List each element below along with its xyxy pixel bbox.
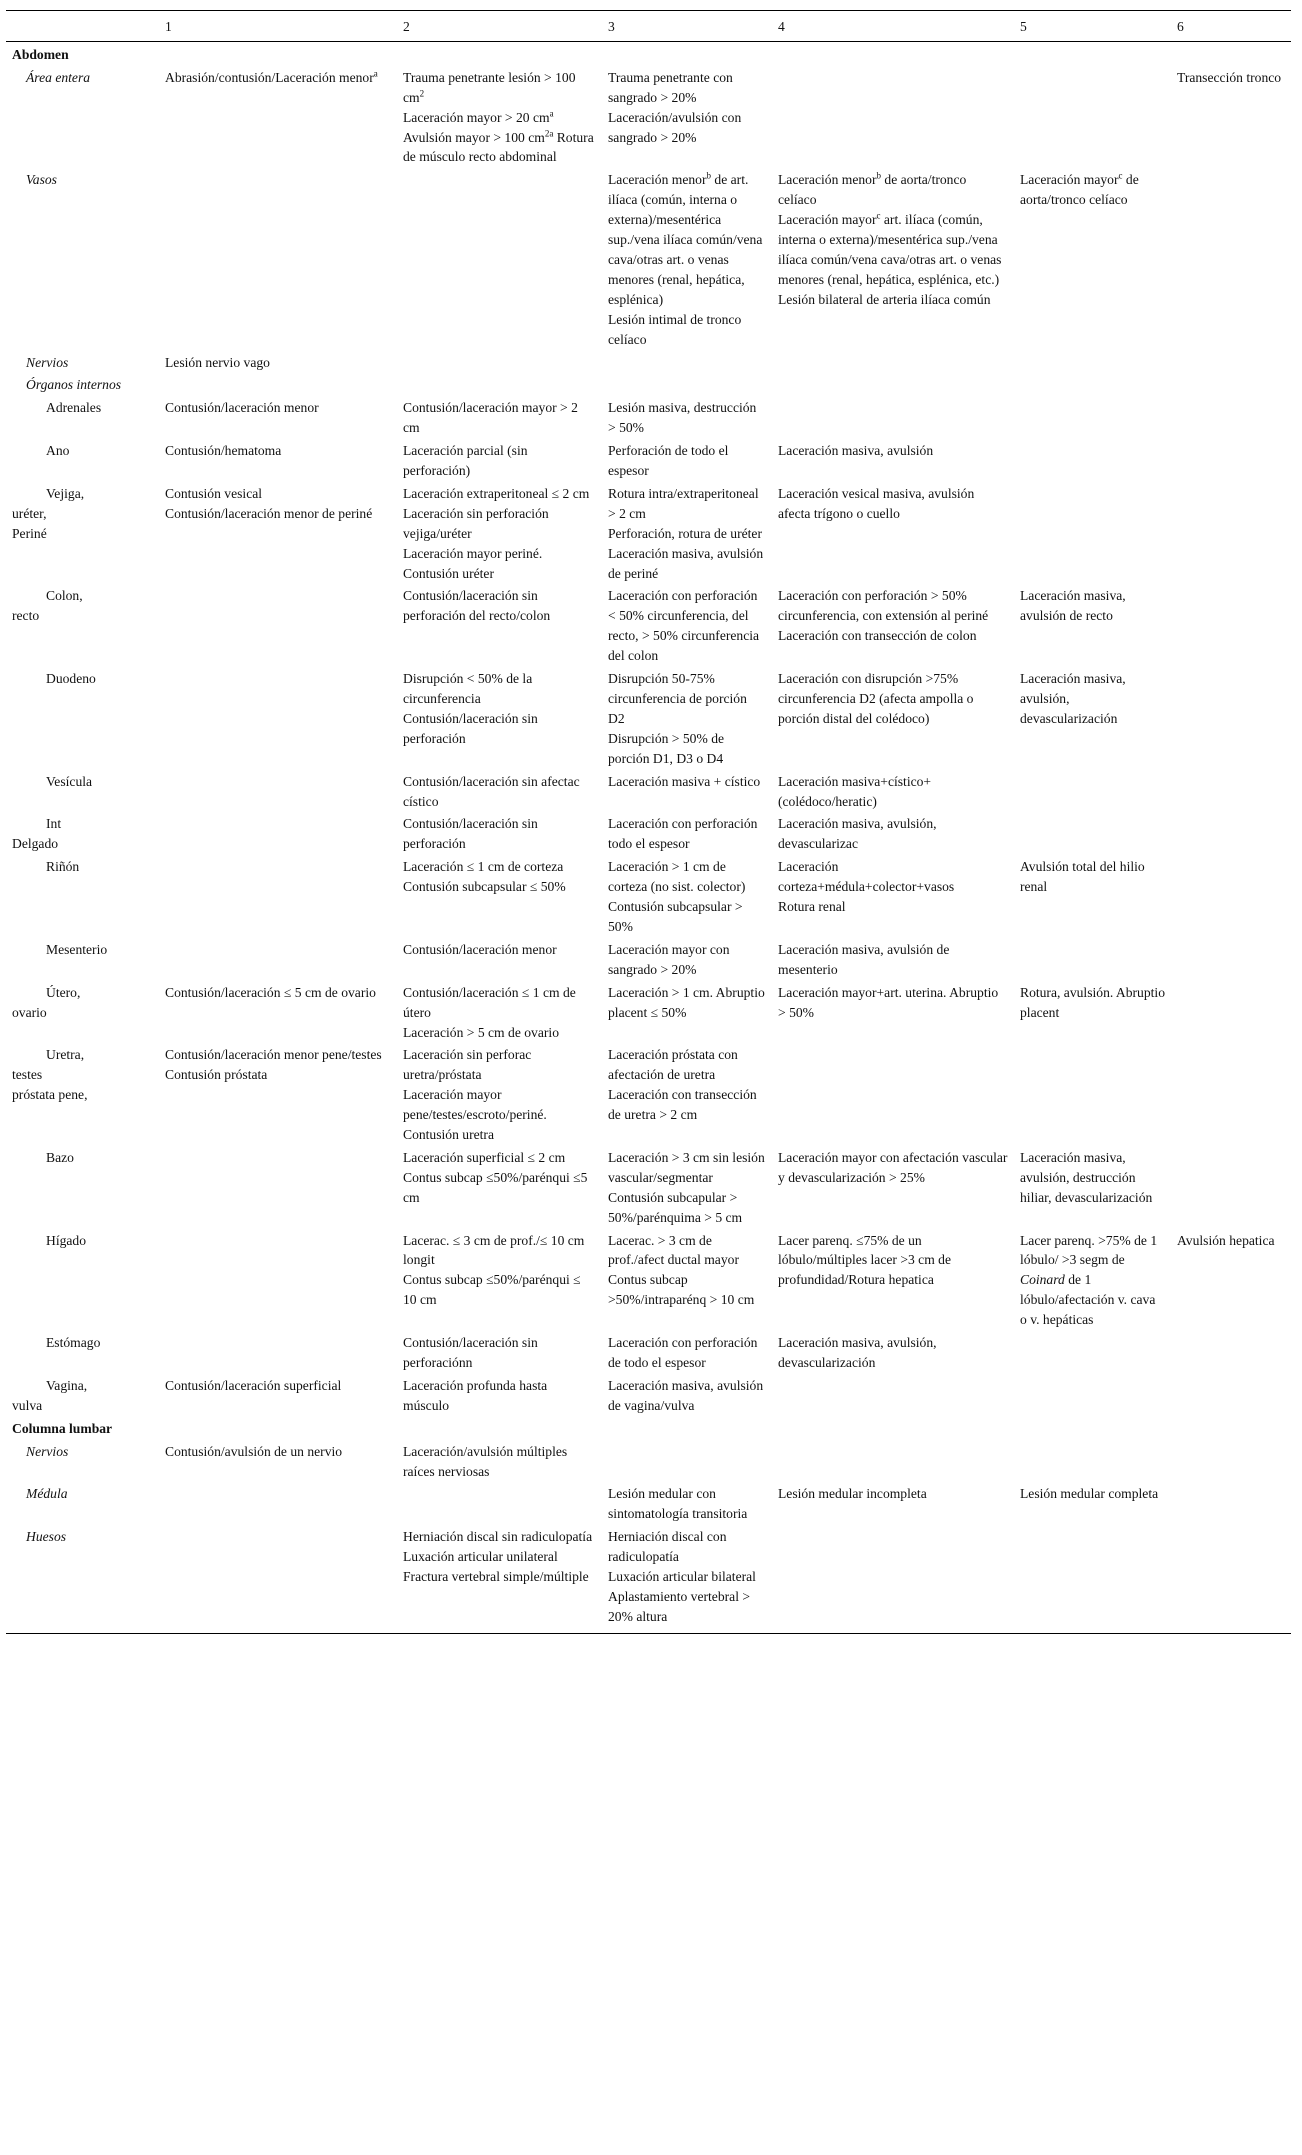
row-label-colon-recto: Colon, recto: [12, 588, 83, 624]
row-label-estomago: Estómago: [46, 1335, 101, 1351]
row-label-mesenterio: Mesenterio: [46, 941, 108, 957]
table-body: [6, 41, 1291, 1633]
grade-3-cell: [602, 583, 772, 666]
cell-text: Laceración masiva, avulsión de mesenterio: [778, 941, 950, 977]
header-row: [6, 11, 1291, 42]
row-label-bazo: Bazo: [46, 1149, 74, 1165]
grade-3-cell: [602, 65, 772, 168]
grade-4-cell: [772, 1042, 1014, 1145]
header-cell-grade-1: 1: [159, 11, 397, 42]
table-row: [6, 1524, 1291, 1633]
grade-2-cell: [397, 1524, 602, 1633]
cell-text: Laceración masiva, avulsión, devascularización: [778, 1335, 937, 1370]
grade-5-cell: [1014, 1228, 1171, 1331]
grade-6-cell: [1171, 395, 1291, 438]
cell-text: Perforación, rotura de uréter: [608, 525, 762, 541]
cell-text: Laceración mayor$^c$ art. ilíaca (común, interna o externa)/mesentérica sup./vena ilíaca común/vena cava/otras art. o venas menores (renal, hepática, esplénica, etc.): [778, 210, 1002, 287]
cell-text: Lesión masiva, destrucción > 50%: [608, 400, 757, 436]
grade-2-cell: [397, 854, 602, 937]
grade-6-cell: [1171, 854, 1291, 937]
cell-text: Laceración próstata con afectación de uretra: [608, 1047, 738, 1083]
cell-text: Laceración con transección de colon: [778, 628, 977, 644]
cell-text: Laceración mayor pene/testes/escroto/periné.: [403, 1087, 547, 1123]
cell-text: Laceración vesical masiva, avulsión afecta trígono o cuello: [778, 485, 975, 521]
section-title: Abdomen: [12, 46, 69, 62]
grade-6-cell: [1171, 1228, 1291, 1331]
grade-5-cell: [1014, 854, 1171, 937]
table-row: [6, 666, 1291, 769]
cell-text: Laceración > 5 cm de ovario: [403, 1024, 559, 1040]
grade-6-cell: [1171, 1330, 1291, 1373]
grade-2-cell: [397, 372, 602, 395]
grade-2-cell: [397, 65, 602, 168]
section-row-columna-lumbar: [6, 1416, 1291, 1439]
header-cell-grade-3: 3: [602, 11, 772, 42]
grade-5-cell: [1014, 1145, 1171, 1228]
grade-5-cell: [1014, 1373, 1171, 1416]
cell-text: Laceración con disrupción >75% circunferencia D2 (afecta ampolla o porción distal del colédoco): [778, 671, 974, 726]
grade-4-cell: [772, 583, 1014, 666]
grade-2-cell: [397, 937, 602, 980]
grade-5-cell: [1014, 372, 1171, 395]
table-row: [6, 769, 1291, 812]
grade-1-cell: [159, 854, 397, 937]
cell-text: Disrupción > 50% de porción D1, D3 o D4: [608, 730, 725, 766]
grade-2-cell: [397, 769, 602, 812]
cell-text: Fractura vertebral simple/múltiple: [403, 1569, 589, 1585]
row-label-int-delgado: Int Delgado: [12, 816, 62, 852]
cell-text: Herniación discal con radiculopatía: [608, 1529, 727, 1565]
grade-6-cell: [1171, 811, 1291, 854]
grade-5-cell: [1014, 811, 1171, 854]
cell-text: Contusión uréter: [403, 565, 494, 581]
table-row: [6, 1042, 1291, 1145]
grade-4-cell: [772, 350, 1014, 373]
grade-1-cell: [159, 583, 397, 666]
cell-text: Laceración masiva, avulsión de periné: [608, 545, 764, 581]
cell-text: Contusión/laceración menor de periné: [165, 505, 373, 521]
grade-3-cell: [602, 854, 772, 937]
table-row: [6, 481, 1291, 584]
cell-text: Contusión/laceración ≤ 1 cm de útero: [403, 984, 576, 1020]
grade-4-cell: [772, 167, 1014, 349]
grade-6-cell: [1171, 980, 1291, 1043]
cell-text: Contusión/laceración sin perforación del recto/colon: [403, 588, 551, 624]
grade-6-cell: [1171, 1524, 1291, 1633]
cell-text: Lesión medular completa: [1020, 1486, 1159, 1502]
grade-2-cell: [397, 1439, 602, 1482]
grade-5-cell: [1014, 1524, 1171, 1633]
grade-6-cell: [1171, 1145, 1291, 1228]
cell-text: Laceración superficial ≤ 2 cm: [403, 1149, 566, 1165]
grade-4-cell: [772, 666, 1014, 769]
grade-1-cell: [159, 1145, 397, 1228]
grade-2-cell: [397, 350, 602, 373]
grade-2-cell: [397, 666, 602, 769]
cell-text: Contusión/laceración superficial: [165, 1377, 342, 1393]
cell-text: Contusión/hematoma: [165, 443, 282, 459]
header-cell-grade-6: 6: [1171, 11, 1291, 42]
grade-1-cell: [159, 811, 397, 854]
row-label-ano: Ano: [46, 443, 70, 459]
grade-6-cell: [1171, 583, 1291, 666]
table-row: [6, 65, 1291, 168]
grade-5-cell: [1014, 1042, 1171, 1145]
grade-1-cell: [159, 1373, 397, 1416]
row-label-vagina-vulva: Vagina, vulva: [12, 1377, 88, 1413]
row-label-nervios: Nervios: [26, 1443, 69, 1459]
table-row: [6, 1481, 1291, 1524]
cell-text: Contusión/laceración sin perforación: [403, 816, 538, 852]
cell-text: Perforación de todo el espesor: [608, 443, 729, 479]
cell-text: Contusión/laceración sin perforaciónn: [403, 1335, 538, 1370]
grade-3-cell: [602, 1439, 772, 1482]
grade-6-cell: [1171, 350, 1291, 373]
row-label-medula: Médula: [26, 1486, 68, 1502]
cell-text: Laceración masiva, avulsión, destrucción hiliar, devascularización: [1020, 1149, 1153, 1205]
cell-text: Contusión próstata: [165, 1067, 268, 1083]
grade-1-cell: [159, 666, 397, 769]
cell-text: Lesión nervio vago: [165, 354, 270, 370]
grade-3-cell: [602, 811, 772, 854]
cell-text: Lacer parenq. >75% de 1 lóbulo/ >3 segm de Coinard de 1 lóbulo/afectación v. cava o v. hepáticas: [1020, 1232, 1158, 1328]
cell-text: Laceración masiva, avulsión de recto: [1020, 588, 1126, 624]
row-label-nervios: Nervios: [26, 354, 69, 370]
cell-text: Laceración extraperitoneal ≤ 2 cm: [403, 485, 590, 501]
grade-2-cell: [397, 811, 602, 854]
cell-text: Transección tronco: [1177, 69, 1282, 85]
cell-text: Laceración sin perforac uretra/próstata: [403, 1047, 532, 1083]
table-row: [6, 1373, 1291, 1416]
grade-5-cell: [1014, 350, 1171, 373]
cell-text: Contusión/laceración sin afectac cístico: [403, 773, 580, 809]
cell-text: Avulsión total del hilio renal: [1020, 859, 1145, 895]
cell-text: Laceración mayor periné.: [403, 545, 543, 561]
cell-text: Contus subcap ≤50%/parénqui ≤ 10 cm: [403, 1272, 581, 1308]
grade-2-cell: [397, 1481, 602, 1524]
cell-text: Contusión subcapsular > 50%: [608, 899, 743, 934]
row-label-organos-internos: Órganos internos: [26, 377, 122, 393]
document-page: [6, 0, 1296, 1634]
cell-text: Rotura intra/extraperitoneal > 2 cm: [608, 485, 759, 521]
grade-2-cell: [397, 1228, 602, 1331]
grade-3-cell: [602, 1042, 772, 1145]
grade-5-cell: [1014, 65, 1171, 168]
grade-3-cell: [602, 769, 772, 812]
grade-4-cell: [772, 1330, 1014, 1373]
cell-text: Contusión/laceración menor pene/testes: [165, 1047, 382, 1063]
cell-text: Laceración/avulsión con sangrado > 20%: [608, 109, 742, 145]
cell-text: Trauma penetrante con sangrado > 20%: [608, 69, 733, 105]
grade-1-cell: [159, 1042, 397, 1145]
grade-1-cell: [159, 1439, 397, 1482]
cell-text: Laceración ≤ 1 cm de corteza: [403, 859, 564, 875]
table-row: [6, 438, 1291, 481]
cell-text: Lesión medular incompleta: [778, 1486, 927, 1502]
grade-3-cell: [602, 481, 772, 584]
table-header: [6, 11, 1291, 42]
grade-1-cell: [159, 350, 397, 373]
row-label-huesos: Huesos: [6, 1524, 159, 1633]
grade-1-cell: [159, 769, 397, 812]
cell-text: Laceración menor$^b$ de art. ilíaca (común, interna o externa)/mesentérica sup./vena ilíaca común/vena cava/otras art. o venas menores (renal, hepática, esplénica): [608, 170, 763, 307]
grade-2-cell: [397, 1042, 602, 1145]
cell-text: Laceración masiva, avulsión, devascularización: [1020, 671, 1126, 726]
grade-1-cell: [159, 1330, 397, 1373]
table-row: [6, 1228, 1291, 1331]
cell-text: Lesión bilateral de arteria ilíaca común: [778, 291, 991, 307]
grade-5-cell: [1014, 666, 1171, 769]
grade-4-cell: [772, 372, 1014, 395]
row-label-vasos: Vasos: [26, 172, 57, 188]
cell-text: Contusión/avulsión de un nervio: [165, 1443, 343, 1459]
table-row: [6, 372, 1291, 395]
grade-1-cell: [159, 1481, 397, 1524]
grade-5-cell: [1014, 980, 1171, 1043]
cell-text: Contusión subcapular > 50%/parénquima > 5 cm: [608, 1189, 743, 1225]
cell-text: Rotura renal: [778, 899, 846, 915]
grade-2-cell: [397, 1373, 602, 1416]
header-cell-grade-5: 5: [1014, 11, 1171, 42]
cell-text: Luxación articular bilateral: [608, 1569, 756, 1585]
grade-4-cell: [772, 937, 1014, 980]
grade-3-cell: [602, 666, 772, 769]
cell-text: Laceración con perforación < 50% circunferencia, del recto, > 50% circunferencia del colon: [608, 588, 760, 664]
section-row-abdomen: [6, 41, 1291, 64]
table-row: [6, 167, 1291, 349]
cell-text: Luxación articular unilateral: [403, 1549, 558, 1565]
grade-3-cell: [602, 395, 772, 438]
grade-5-cell: [1014, 769, 1171, 812]
grade-5-cell: [1014, 438, 1171, 481]
cell-text: Disrupción < 50% de la circunferencia: [403, 671, 533, 706]
grade-1-cell: [159, 65, 397, 168]
cell-text: Laceración sin perforación vejiga/uréter: [403, 505, 549, 541]
header-cell-label: [6, 11, 159, 42]
table-row: [6, 854, 1291, 937]
grade-1-cell: [159, 980, 397, 1043]
cell-text: Lesión medular con sintomatología transitoria: [608, 1486, 748, 1522]
table-row: [6, 811, 1291, 854]
row-label-rinon: Riñón: [46, 859, 80, 875]
grade-4-cell: [772, 481, 1014, 584]
grade-6-cell: [1171, 1439, 1291, 1482]
grade-6-cell: [1171, 372, 1291, 395]
row-label-vejiga-ureter-perine: Vejiga, uréter, Periné: [12, 485, 85, 541]
cell-text: Laceración con perforación de todo el espesor: [608, 1335, 758, 1370]
grade-1-cell: [159, 438, 397, 481]
cell-text: Laceración menor$^b$ de aorta/tronco celíaco: [778, 170, 967, 208]
header-cell-grade-4: 4: [772, 11, 1014, 42]
row-label-area-entera: Área entera: [26, 69, 91, 85]
grade-6-cell: [1171, 65, 1291, 168]
cell-text: Laceración corteza+médula+colector+vasos: [778, 859, 955, 895]
grade-1-cell: [159, 1524, 397, 1633]
cell-text: Laceración/avulsión múltiples raíces nerviosas: [403, 1443, 568, 1479]
grade-2-cell: [397, 481, 602, 584]
grade-6-cell: [1171, 666, 1291, 769]
grade-4-cell: [772, 1373, 1014, 1416]
cell-text: Laceración parcial (sin perforación): [403, 443, 528, 479]
grade-2-cell: [397, 1330, 602, 1373]
grade-2-cell: [397, 1145, 602, 1228]
grade-6-cell: [1171, 481, 1291, 584]
cell-text: Rotura, avulsión. Abruptio placent: [1020, 984, 1165, 1020]
table-row: [6, 980, 1291, 1043]
grade-2-cell: [397, 980, 602, 1043]
grade-4-cell: [772, 769, 1014, 812]
table-row: [6, 1330, 1291, 1373]
grade-2-cell: [397, 167, 602, 349]
cell-text: Lesión intimal de tronco celíaco: [608, 311, 742, 347]
grade-3-cell: [602, 1373, 772, 1416]
grade-3-cell: [602, 438, 772, 481]
grade-4-cell: [772, 854, 1014, 937]
grade-6-cell: [1171, 769, 1291, 812]
grade-4-cell: [772, 980, 1014, 1043]
cell-text: Contusión/laceración menor: [165, 400, 319, 416]
cell-text: Laceración masiva, avulsión: [778, 443, 934, 459]
table-row: [6, 583, 1291, 666]
cell-text: Laceración masiva, avulsión, devascularizac: [778, 816, 937, 852]
cell-text: Contusión uretra: [403, 1127, 494, 1143]
grade-3-cell: [602, 937, 772, 980]
cell-text: Avulsión hepatica: [1177, 1232, 1275, 1248]
grade-5-cell: [1014, 1439, 1171, 1482]
row-label-uretra-testes-prostata-pene: Uretra, testes próstata pene,: [12, 1047, 88, 1103]
cell-text: Laceración mayor > 20 $cm^a$: [403, 108, 554, 125]
cell-text: Herniación discal sin radiculopatía: [403, 1529, 593, 1545]
grade-4-cell: [772, 1524, 1014, 1633]
cell-text: Laceración mayor$^c$ de aorta/tronco celíaco: [1020, 170, 1139, 208]
grade-4-cell: [772, 1228, 1014, 1331]
grade-3-cell: [602, 350, 772, 373]
grade-6-cell: [1171, 1373, 1291, 1416]
cell-text: Laceración con perforación > 50% circunferencia, con extensión al periné: [778, 588, 989, 624]
cell-text: Aplastamiento vertebral > 20% altura: [608, 1588, 751, 1624]
grade-3-cell: [602, 372, 772, 395]
cell-text: Contusión/laceración menor: [403, 941, 557, 957]
grade-6-cell: [1171, 438, 1291, 481]
grade-4-cell: [772, 395, 1014, 438]
grade-5-cell: [1014, 167, 1171, 349]
cell-text: Abrasión/contusión/Laceración menor$^a$: [165, 68, 378, 85]
cell-text: Laceración profunda hasta músculo: [403, 1377, 548, 1413]
section-title: Columna lumbar: [12, 1420, 113, 1436]
row-label-duodeno: Duodeno: [46, 671, 96, 687]
cell-text: Laceración mayor con afectación vascular y devascularización > 25%: [778, 1149, 1008, 1185]
grade-5-cell: [1014, 583, 1171, 666]
cell-text: Contusión/laceración ≤ 5 cm de ovario: [165, 984, 376, 1000]
table-row: [6, 1145, 1291, 1228]
grade-4-cell: [772, 1481, 1014, 1524]
grade-1-cell: [159, 395, 397, 438]
grade-6-cell: [1171, 1042, 1291, 1145]
grade-1-cell: [159, 937, 397, 980]
cell-text: Laceración > 1 cm de corteza (no sist. colector): [608, 859, 746, 895]
grade-1-cell: [159, 481, 397, 584]
table-row: [6, 1439, 1291, 1482]
cell-text: Contusión subcapsular ≤ 50%: [403, 879, 566, 895]
grade-2-cell: [397, 583, 602, 666]
grade-5-cell: [1014, 1330, 1171, 1373]
cell-text: Laceración masiva, avulsión de vagina/vulva: [608, 1377, 764, 1413]
row-label-utero-ovario: Útero, ovario: [12, 984, 81, 1020]
cell-text: Contusión/laceración sin perforación: [403, 710, 538, 746]
grade-1-cell: [159, 372, 397, 395]
grade-5-cell: [1014, 481, 1171, 584]
cell-text: Contusión vesical: [165, 485, 263, 501]
grade-3-cell: [602, 1524, 772, 1633]
header-cell-grade-2: 2: [397, 11, 602, 42]
cell-text: Contus subcap >50%/intraparénq > 10 cm: [608, 1272, 755, 1308]
table-row: [6, 395, 1291, 438]
table-row: [6, 350, 1291, 373]
grade-5-cell: [1014, 1481, 1171, 1524]
cell-text: Laceración con transección de uretra > 2 cm: [608, 1087, 757, 1123]
cell-text: Lacerac. ≤ 3 cm de prof./≤ 10 cm longit: [403, 1232, 585, 1268]
cell-text: Laceración mayor con sangrado > 20%: [608, 941, 730, 977]
cell-text: Laceración masiva+cístico+ (colédoco/heratic): [778, 773, 932, 809]
injury-severity-table: [6, 10, 1291, 1634]
grade-2-cell: [397, 438, 602, 481]
cell-text: Laceración masiva + cístico: [608, 773, 761, 789]
grade-1-cell: [159, 1228, 397, 1331]
cell-text: Lacerac. > 3 cm de prof./afect ductal mayor: [608, 1232, 739, 1268]
cell-text: Avulsión mayor > 100 $cm^{2a}$ Rotura de músculo recto abdominal: [403, 128, 594, 165]
grade-3-cell: [602, 1481, 772, 1524]
cell-text: Disrupción 50-75% circunferencia de porción D2: [608, 671, 747, 726]
grade-5-cell: [1014, 395, 1171, 438]
grade-3-cell: [602, 1145, 772, 1228]
grade-4-cell: [772, 65, 1014, 168]
grade-3-cell: [602, 167, 772, 349]
grade-3-cell: [602, 1228, 772, 1331]
cell-text: Laceración con perforación todo el espesor: [608, 816, 758, 852]
grade-6-cell: [1171, 1481, 1291, 1524]
cell-text: Contusión/laceración mayor > 2 cm: [403, 400, 578, 436]
grade-3-cell: [602, 980, 772, 1043]
row-label-adrenales: Adrenales: [46, 400, 102, 416]
row-label-vesicula: Vesícula: [46, 773, 93, 789]
cell-text: Laceración > 3 cm sin lesión vascular/segmentar: [608, 1149, 765, 1185]
cell-text: Contus subcap ≤50%/parénqui ≤5 cm: [403, 1169, 588, 1205]
grade-6-cell: [1171, 167, 1291, 349]
grade-6-cell: [1171, 937, 1291, 980]
row-label-higado: Hígado: [46, 1232, 87, 1248]
grade-1-cell: [159, 167, 397, 349]
table-row: [6, 937, 1291, 980]
cell-text: Lacer parenq. ≤75% de un lóbulo/múltiples lacer >3 cm de profundidad/Rotura hepatica: [778, 1232, 952, 1288]
grade-3-cell: [602, 1330, 772, 1373]
grade-4-cell: [772, 438, 1014, 481]
grade-5-cell: [1014, 937, 1171, 980]
cell-text: Laceración mayor+art. uterina. Abruptio > 50%: [778, 984, 999, 1020]
cell-text: Trauma penetrante lesión > 100 $cm^2$: [403, 69, 576, 105]
grade-4-cell: [772, 811, 1014, 854]
grade-4-cell: [772, 1439, 1014, 1482]
cell-text: Laceración > 1 cm. Abruptio placent ≤ 50%: [608, 984, 765, 1020]
grade-4-cell: [772, 1145, 1014, 1228]
grade-2-cell: [397, 395, 602, 438]
